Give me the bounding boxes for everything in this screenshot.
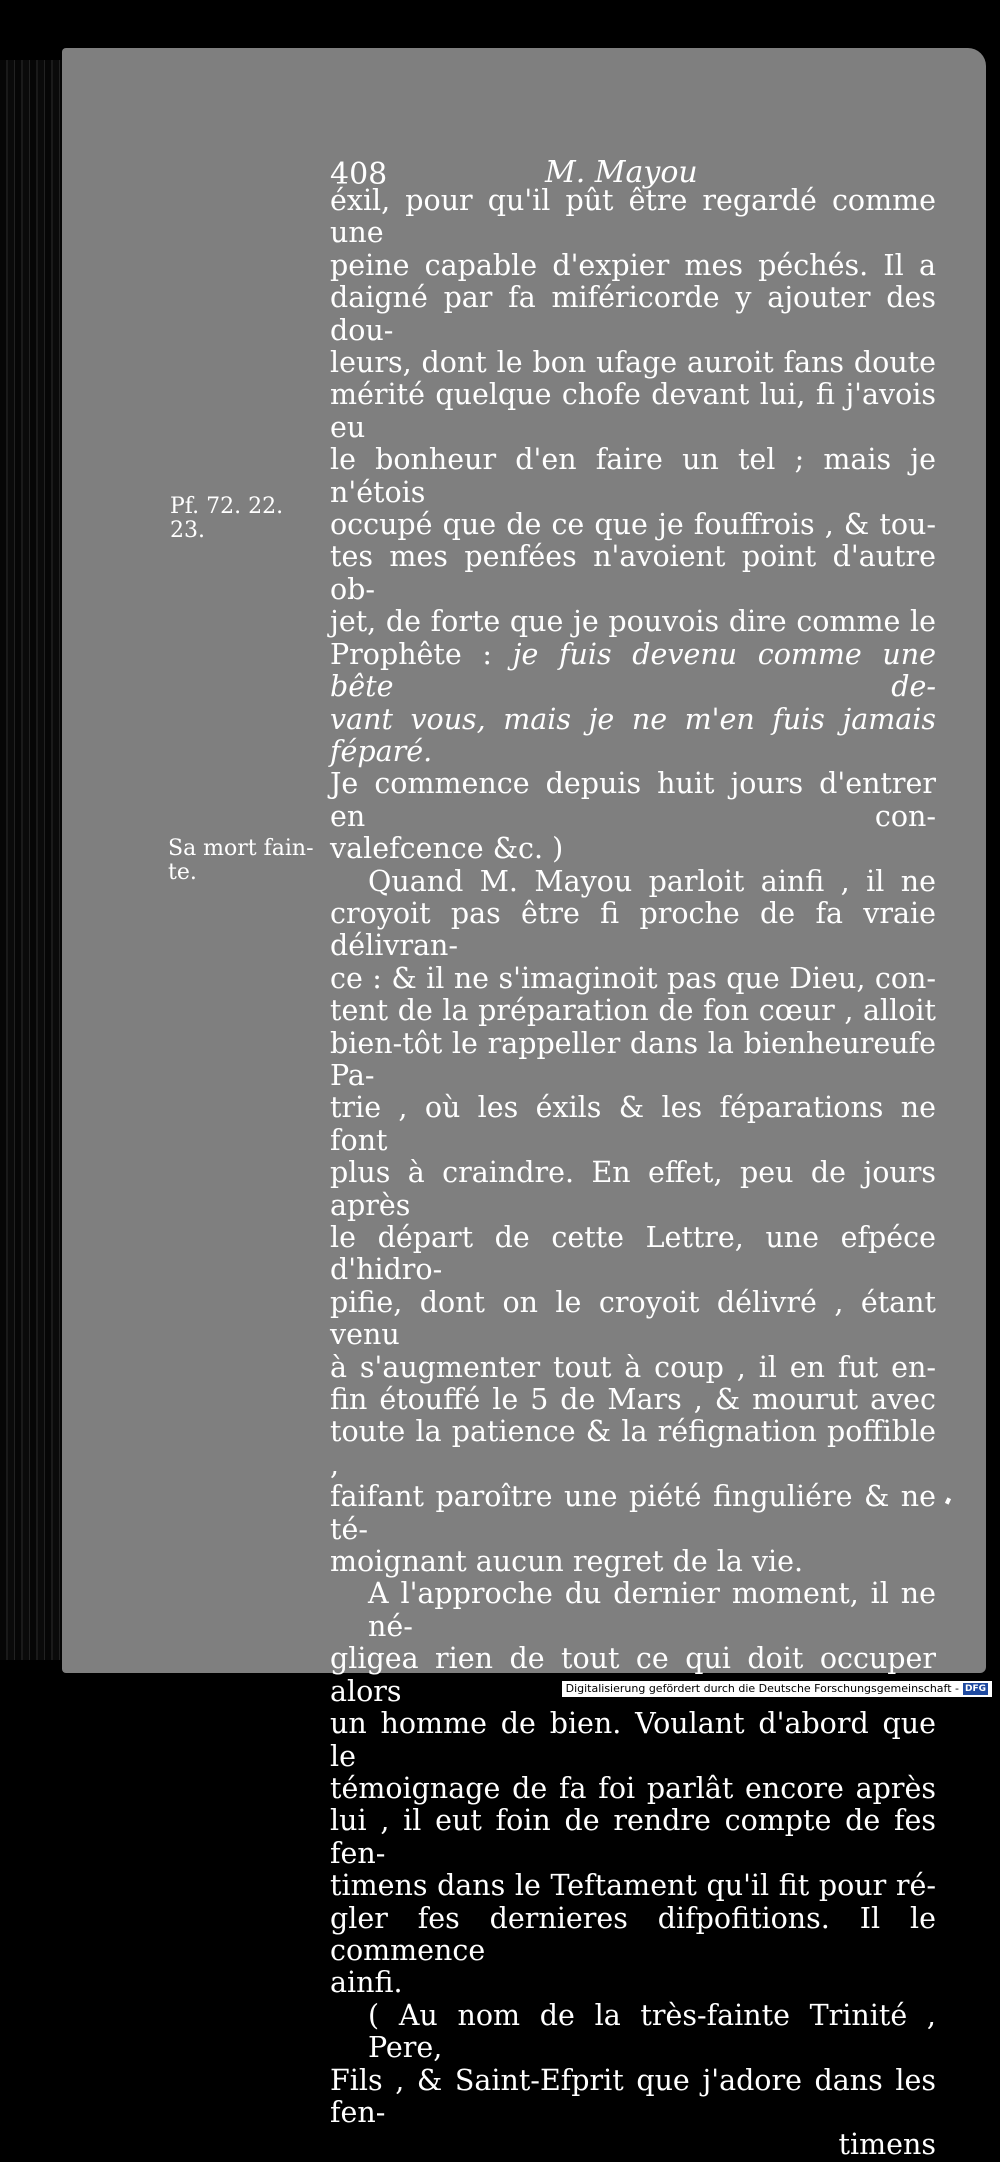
text-line: à s'augmenter tout à coup , il en fut en- [330,1350,936,1384]
scripture-quote: vant vous, mais je ne m'en fuis jamais féparé. [330,702,936,768]
text-line-prophet [330,639,936,704]
margin-note-psalm [170,495,283,543]
margin-note-death [168,837,314,885]
text-line: occupé que de ce que je fouffrois , & tou- [330,508,936,542]
paragraph-start: A l'approche du dernier moment, il ne né- [368,1577,936,1643]
text-line: témoignage de fa foi parlât encore après [330,1771,936,1805]
text-line: pifie, dont on le croyoit délivré , étant venu [330,1285,936,1352]
catchword: timens [838,2128,936,2162]
text-line: éxil, pour qu'il pût être regardé comme une [330,184,936,250]
paragraph-start: ( Au nom de la très-fainte Trinité , Pere, [368,1998,936,2065]
text-line: le départ de cette Lettre, une efpéce d'hidro- [330,1221,936,1287]
margin-note-line: 23. [170,518,205,543]
text-line: moignant aucun regret de la vie. [330,1545,804,1579]
text-line: le bonheur d'en faire un tel ; mais je n'étois [330,443,936,509]
text-line: bien-tôt le rappeller dans la bienheureufe Pa- [330,1026,936,1092]
text-line: lui , il eut foin de rendre compte de fes fen- [330,1804,936,1870]
text-line: jet, de forte que je pouvois dire comme le [330,605,936,639]
body-text [330,185,936,2162]
text-line: croyoit pas être fi proche de fa vraie délivran- [330,896,936,963]
text-line: daigné par fa miféricorde y ajouter des dou- [330,281,936,347]
text-line: tes mes penfées n'avoient point d'autre ob- [330,540,936,606]
text-line: un homme de bien. Voulant d'abord que le [330,1707,936,1773]
digitization-credit [562,1681,992,1697]
paragraph-start: Quand M. Mayou parloit ainfi , il ne [368,864,936,898]
text-line: gligea rien de tout ce qui doit occuper alors [330,1642,936,1708]
text-line: plus à craindre. En effet, peu de jours après [330,1156,936,1222]
text-line: leurs, dont le bon ufage auroit fans doute [330,346,936,380]
margin-note-line: Pf. 72. 22. [170,494,284,519]
book-spine [0,60,62,1660]
text-line: ce : & il ne s'imaginoit pas que Dieu, con- [330,961,936,995]
credit-text: Digitalisierung gefördert durch die Deutsche Forschungsgemeinschaft - [565,1682,959,1695]
scripture-quote: je fuis devenu comme une bête de- [330,637,936,704]
text-line: valefcence &c. ) [330,832,564,866]
margin-note-line: Sa mort fain- [168,836,314,861]
text-line: ainfi. [330,1966,403,2000]
text-line: faifant paroître une piété finguliére & ne té- [330,1480,936,1546]
page-number: 408 [330,157,388,192]
text-line: fin étouffé le 5 de Mars , & mourut avec [330,1383,936,1417]
text-line: mérité quelque chofe devant lui, fi j'avois eu [330,378,936,444]
text-line: toute la patience & la réfignation poffible , [330,1415,936,1481]
text-line: Je commence depuis huit jours d'entrer en con- [330,767,936,833]
running-title: M. Mayou [545,155,698,190]
text-line: peine capable d'expier mes péchés. Il a [330,248,936,282]
text-line: trie , où les éxils & les féparations ne font [330,1091,936,1157]
margin-note-line: te. [168,860,197,885]
text-line: Fils , & Saint-Efprit que j'adore dans les fen- [330,2063,936,2129]
text-line: gler fes dernieres difpofitions. Il le commence [330,1901,936,1967]
text-line-quote [330,704,936,769]
prophet-lead: Prophête : [330,637,513,671]
text-line: tent de la préparation de fon cœur , alloit [330,994,936,1028]
dfg-logo-icon: DFG [964,1684,986,1694]
text-line: timens dans le Teftament qu'il fit pour ré- [330,1869,936,1903]
